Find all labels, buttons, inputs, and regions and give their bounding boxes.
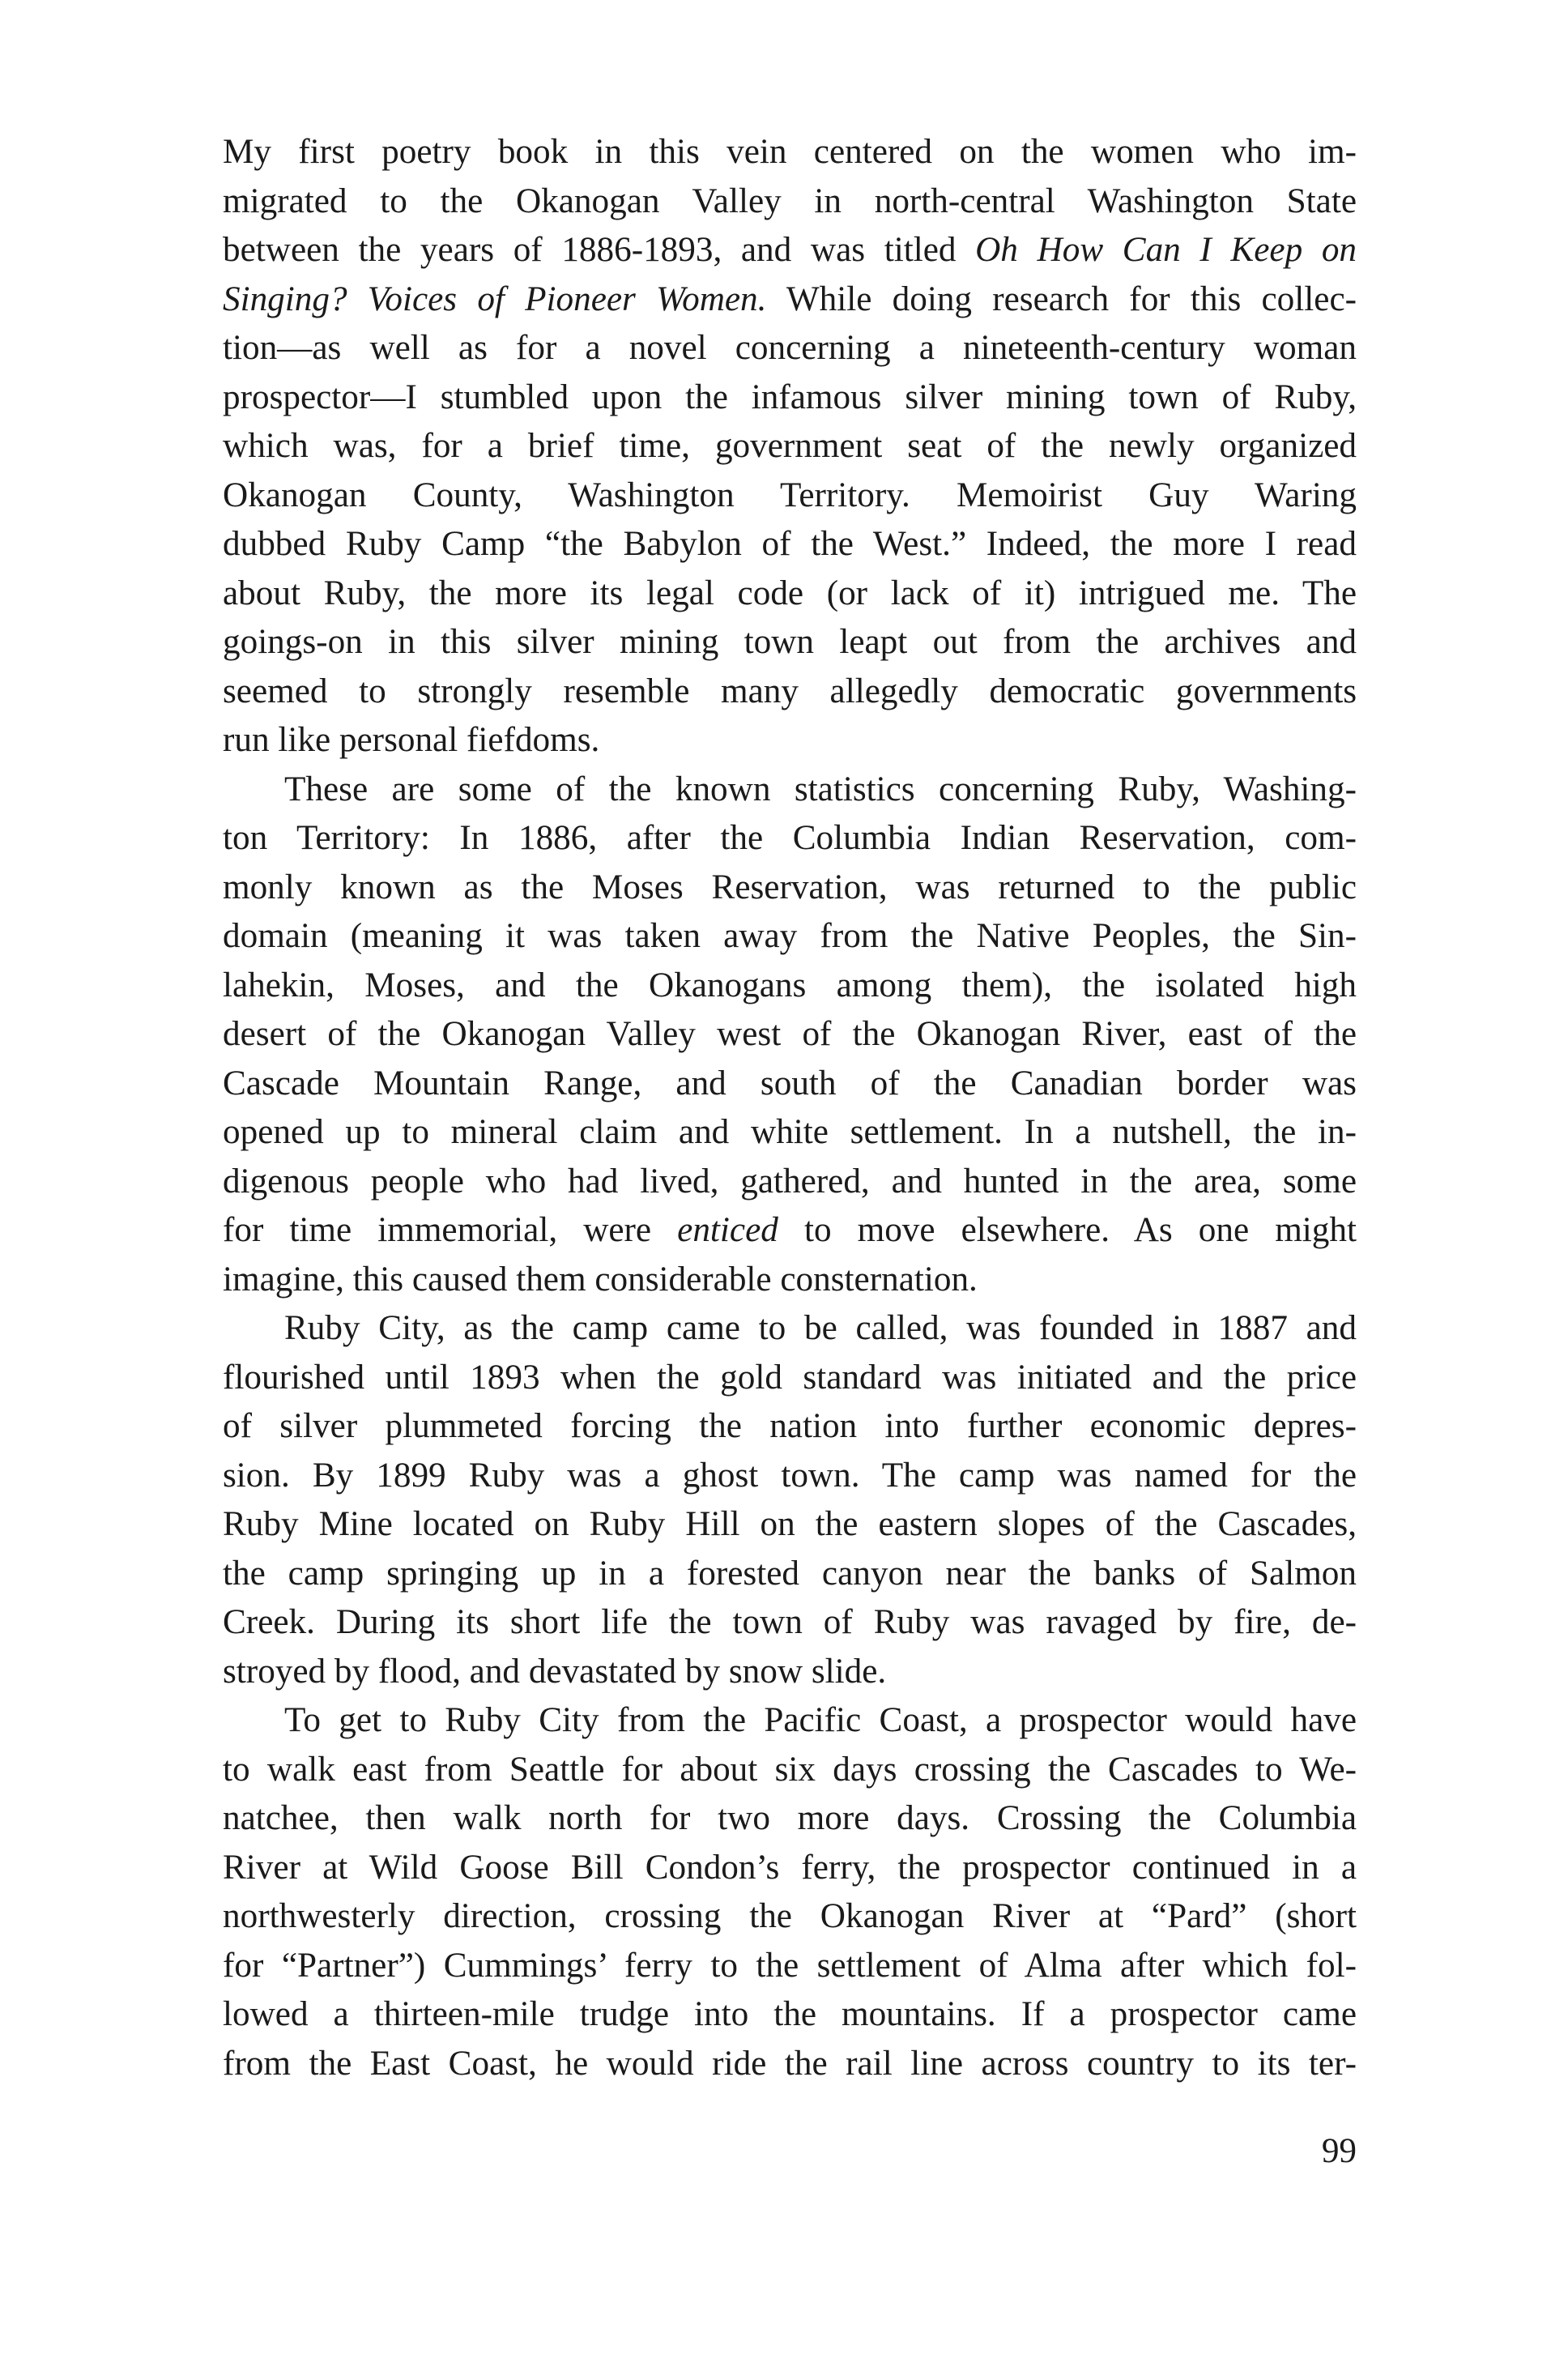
text-run: domain (meaning it was taken away from the Native Peoples, the Sin-: [223, 917, 1357, 955]
text-line: [223, 128, 1357, 177]
text-run: to walk east from Seattle for about six days crossing the Cascades to We-: [223, 1750, 1357, 1789]
text-line: [223, 1354, 1357, 1403]
text-line: [223, 1746, 1357, 1795]
text-run: the camp springing up in a forested canyon near the banks of Salmon: [223, 1554, 1357, 1593]
text-line: [223, 1206, 1357, 1256]
text-line: [223, 1500, 1357, 1550]
text-run: goings-on in this silver mining town leapt out from the archives and: [223, 623, 1357, 661]
italic-text: enticed: [677, 1211, 778, 1249]
text-run: opened up to mineral claim and white settlement. In a nutshell, the in-: [223, 1113, 1357, 1151]
text-line: [223, 912, 1357, 962]
text-run: seemed to strongly resemble many allegedly democratic governments: [223, 672, 1357, 710]
text-run: northwesterly direction, crossing the Okanogan River at “Pard” (short: [223, 1897, 1357, 1935]
text-line: [223, 1598, 1357, 1648]
text-line: [223, 324, 1357, 373]
text-run: While doing research for this collec-: [766, 279, 1357, 318]
text-line: [223, 1550, 1357, 1599]
text-run: tion—as well as for a novel concerning a nineteenth-century woman: [223, 329, 1357, 367]
text-run: lahekin, Moses, and the Okanogans among them), the isolated high: [223, 966, 1357, 1004]
text-run: natchee, then walk north for two more days. Crossing the Columbia: [223, 1799, 1357, 1837]
text-line: [223, 766, 1357, 815]
text-line: [223, 226, 1357, 275]
text-run: Ruby City, as the camp came to be called, was founded in 1887 and: [284, 1309, 1357, 1347]
text-line: [223, 373, 1357, 423]
text-line: [223, 962, 1357, 1011]
text-line: [223, 1648, 1357, 1697]
text-line: [223, 667, 1357, 717]
italic-text: Singing? Voices of Pioneer Women.: [223, 279, 767, 318]
text-line: [223, 275, 1357, 325]
text-line: [223, 569, 1357, 619]
text-run: dubbed Ruby Camp “the Babylon of the West.” Indeed, the more I read: [223, 525, 1357, 563]
text-run: of silver plummeted forcing the nation into further economic depres-: [223, 1407, 1357, 1445]
text-line: [223, 1942, 1357, 1991]
text-run: desert of the Okanogan Valley west of the Okanogan River, east of the: [223, 1015, 1357, 1053]
text-line: [223, 716, 1357, 766]
text-line: [223, 1108, 1357, 1158]
text-run: lowed a thirteen-mile trudge into the mountains. If a prospector came: [223, 1995, 1357, 2033]
text-run: from the East Coast, he would ride the rail line across country to its ter-: [223, 2044, 1357, 2083]
text-line: [223, 520, 1357, 569]
text-run: migrated to the Okanogan Valley in north-central Washington State: [223, 181, 1357, 220]
text-line: [223, 1304, 1357, 1354]
text-line: [223, 864, 1357, 913]
text-line: [223, 1256, 1357, 1305]
text-line: [223, 1452, 1357, 1501]
body-text: [223, 128, 1357, 2088]
text-run: To get to Ruby City from the Pacific Coast, a prospector would have: [284, 1701, 1357, 1739]
text-line: [223, 471, 1357, 521]
text-run: monly known as the Moses Reservation, was returned to the public: [223, 868, 1357, 906]
text-line: [223, 177, 1357, 227]
text-run: between the years of 1886-1893, and was titled: [223, 231, 976, 269]
text-run: for “Partner”) Cummings’ ferry to the settlement of Alma after which fol-: [223, 1946, 1357, 1985]
text-run: Okanogan County, Washington Territory. Memoirist Guy Waring: [223, 476, 1357, 514]
text-line: [223, 1060, 1357, 1109]
page-number: 99: [1321, 2132, 1357, 2170]
text-run: My first poetry book in this vein centered on the women who im-: [223, 133, 1357, 171]
text-line: [223, 618, 1357, 667]
text-line: [223, 2040, 1357, 2089]
text-run: flourished until 1893 when the gold standard was initiated and the price: [223, 1358, 1357, 1397]
text-run: ton Territory: In 1886, after the Columbia Indian Reservation, com-: [223, 819, 1357, 857]
text-line: [223, 422, 1357, 471]
text-run: digenous people who had lived, gathered, and hunted in the area, some: [223, 1162, 1357, 1201]
text-run: sion. By 1899 Ruby was a ghost town. The camp was named for the: [223, 1456, 1357, 1495]
text-run: for time immemorial, were: [223, 1211, 678, 1249]
text-run: River at Wild Goose Bill Condon’s ferry, the prospector continued in a: [223, 1848, 1357, 1887]
text-line: [223, 1892, 1357, 1942]
text-run: Creek. During its short life the town of Ruby was ravaged by fire, de-: [223, 1603, 1357, 1641]
text-run: imagine, this caused them considerable consternation.: [223, 1260, 978, 1299]
text-line: [223, 814, 1357, 864]
italic-text: Oh How Can I Keep on: [975, 231, 1357, 269]
text-run: about Ruby, the more its legal code (or lack of it) intrigued me. The: [223, 574, 1357, 612]
text-run: which was, for a brief time, government seat of the newly organized: [223, 427, 1357, 465]
text-run: prospector—I stumbled upon the infamous silver mining town of Ruby,: [223, 377, 1357, 416]
text-line: [223, 1696, 1357, 1746]
text-line: [223, 1844, 1357, 1893]
text-run: Cascade Mountain Range, and south of the Canadian border was: [223, 1064, 1357, 1102]
text-line: [223, 1990, 1357, 2040]
text-line: [223, 1402, 1357, 1452]
text-line: [223, 1010, 1357, 1060]
text-run: run like personal fiefdoms.: [223, 721, 600, 759]
text-line: [223, 1158, 1357, 1207]
text-run: stroyed by flood, and devastated by snow slide.: [223, 1652, 887, 1691]
text-run: to move elsewhere. As one might: [778, 1211, 1357, 1249]
text-run: Ruby Mine located on Ruby Hill on the eastern slopes of the Cascades,: [223, 1505, 1357, 1543]
text-line: [223, 1794, 1357, 1844]
text-run: These are some of the known statistics concerning Ruby, Washing-: [284, 770, 1357, 808]
